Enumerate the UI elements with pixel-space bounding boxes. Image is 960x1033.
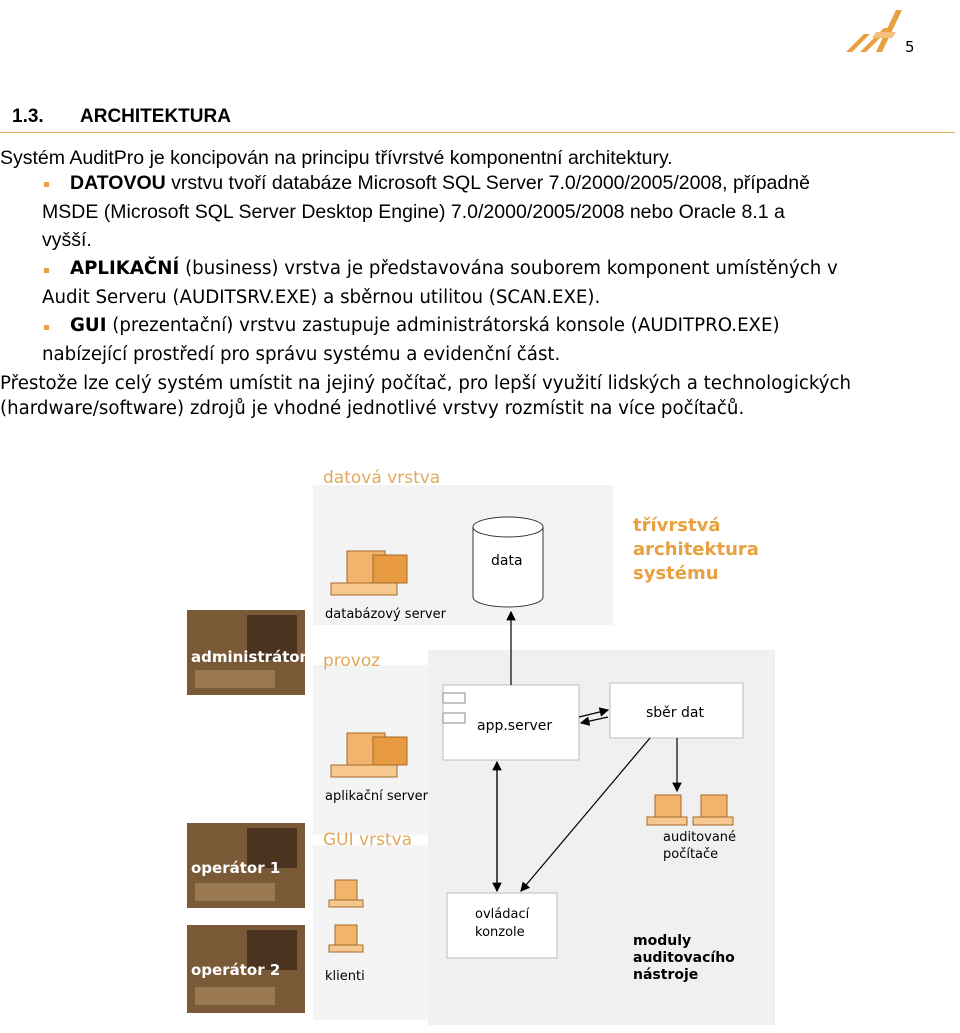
app-server-label: app.server <box>477 718 553 734</box>
conclusion-line2: (hardware/software) zdrojů je vhodné jednotlivé vrstvy rozmístit na více počítačů. <box>0 398 745 419</box>
section-heading <box>12 106 231 128</box>
clients-label: klienti <box>325 969 365 984</box>
diagram-title-line2: architektura <box>633 539 759 560</box>
bullet-gui-line1 <box>70 315 780 336</box>
component-icon <box>443 713 465 723</box>
bullet-app-line2: Audit Serveru (AUDITSRV.EXE) a sběrnou utilitou (SCAN.EXE). <box>42 287 601 308</box>
bullet-data-line1 <box>70 172 810 195</box>
architecture-diagram <box>185 455 775 1025</box>
heading-rule <box>0 132 955 133</box>
bullet-data-bold: DATOVOU <box>70 172 166 194</box>
section-title: ARCHITEKTURA <box>80 106 231 127</box>
section-number: 1.3. <box>12 106 44 127</box>
data-node-label: data <box>491 553 523 569</box>
intro-paragraph: Systém AuditPro je koncipován na principu třívrstvé komponentní architektury. <box>0 147 673 169</box>
console-label-line1: ovládací <box>475 907 530 922</box>
bullet-data-line3: vyšší. <box>42 229 92 251</box>
page-number: 5 <box>905 38 915 56</box>
bullet-data-line2: MSDE (Microsoft SQL Server Desktop Engine) 7.0/2000/2005/2008 nebo Oracle 8.1 a <box>42 201 785 223</box>
app-server-pc-label: aplikační server <box>325 789 428 804</box>
bullet-app-bold: APLIKAČNÍ <box>70 258 180 279</box>
modules-label-line1: moduly <box>633 933 692 949</box>
company-logo-icon <box>846 8 902 56</box>
modules-label-line2: auditovacího <box>633 950 735 966</box>
db-server-label: databázový server <box>325 607 446 622</box>
app-layer-label: provoz <box>323 651 381 671</box>
audited-label-line1: auditované <box>663 830 737 845</box>
diagram-title-line1: třívrstvá <box>633 515 721 536</box>
component-icon <box>443 693 465 703</box>
gui-layer-label: GUI vrstva <box>323 830 413 850</box>
bullet-marker <box>44 268 49 273</box>
modules-label-line3: nástroje <box>633 967 699 983</box>
diagram-title-line3: systému <box>633 563 719 584</box>
bullet-data-text: vrstvu tvoří databáze Microsoft SQL Server 7.0/2000/2005/2008, případně <box>165 172 810 194</box>
audited-label-line2: počítače <box>663 847 719 862</box>
console-label-line2: konzole <box>475 925 525 940</box>
bullet-app-text: (business) vrstva je představována souborem komponent umístěných v <box>179 258 838 279</box>
admin-label: administrátor <box>191 648 307 666</box>
bullet-marker <box>44 182 49 187</box>
operator-1-label: operátor 1 <box>191 859 281 877</box>
operator-2-label: operátor 2 <box>191 961 281 979</box>
bullet-gui-line2: nabízející prostředí pro správu systému a evidenční část. <box>42 344 561 365</box>
data-layer-label: datová vrstva <box>323 468 441 488</box>
bullet-app-line1 <box>70 258 838 279</box>
bullet-marker <box>44 325 49 330</box>
bullet-gui-bold: GUI <box>70 315 107 336</box>
conclusion-line1: Přestože lze celý systém umístit na jejiný počítač, pro lepší využití lidských a technologických <box>0 373 852 394</box>
bullet-gui-text: (prezentační) vrstvu zastupuje administrátorská konsole (AUDITPRO.EXE) <box>106 315 780 336</box>
collector-label: sběr dat <box>646 705 704 721</box>
